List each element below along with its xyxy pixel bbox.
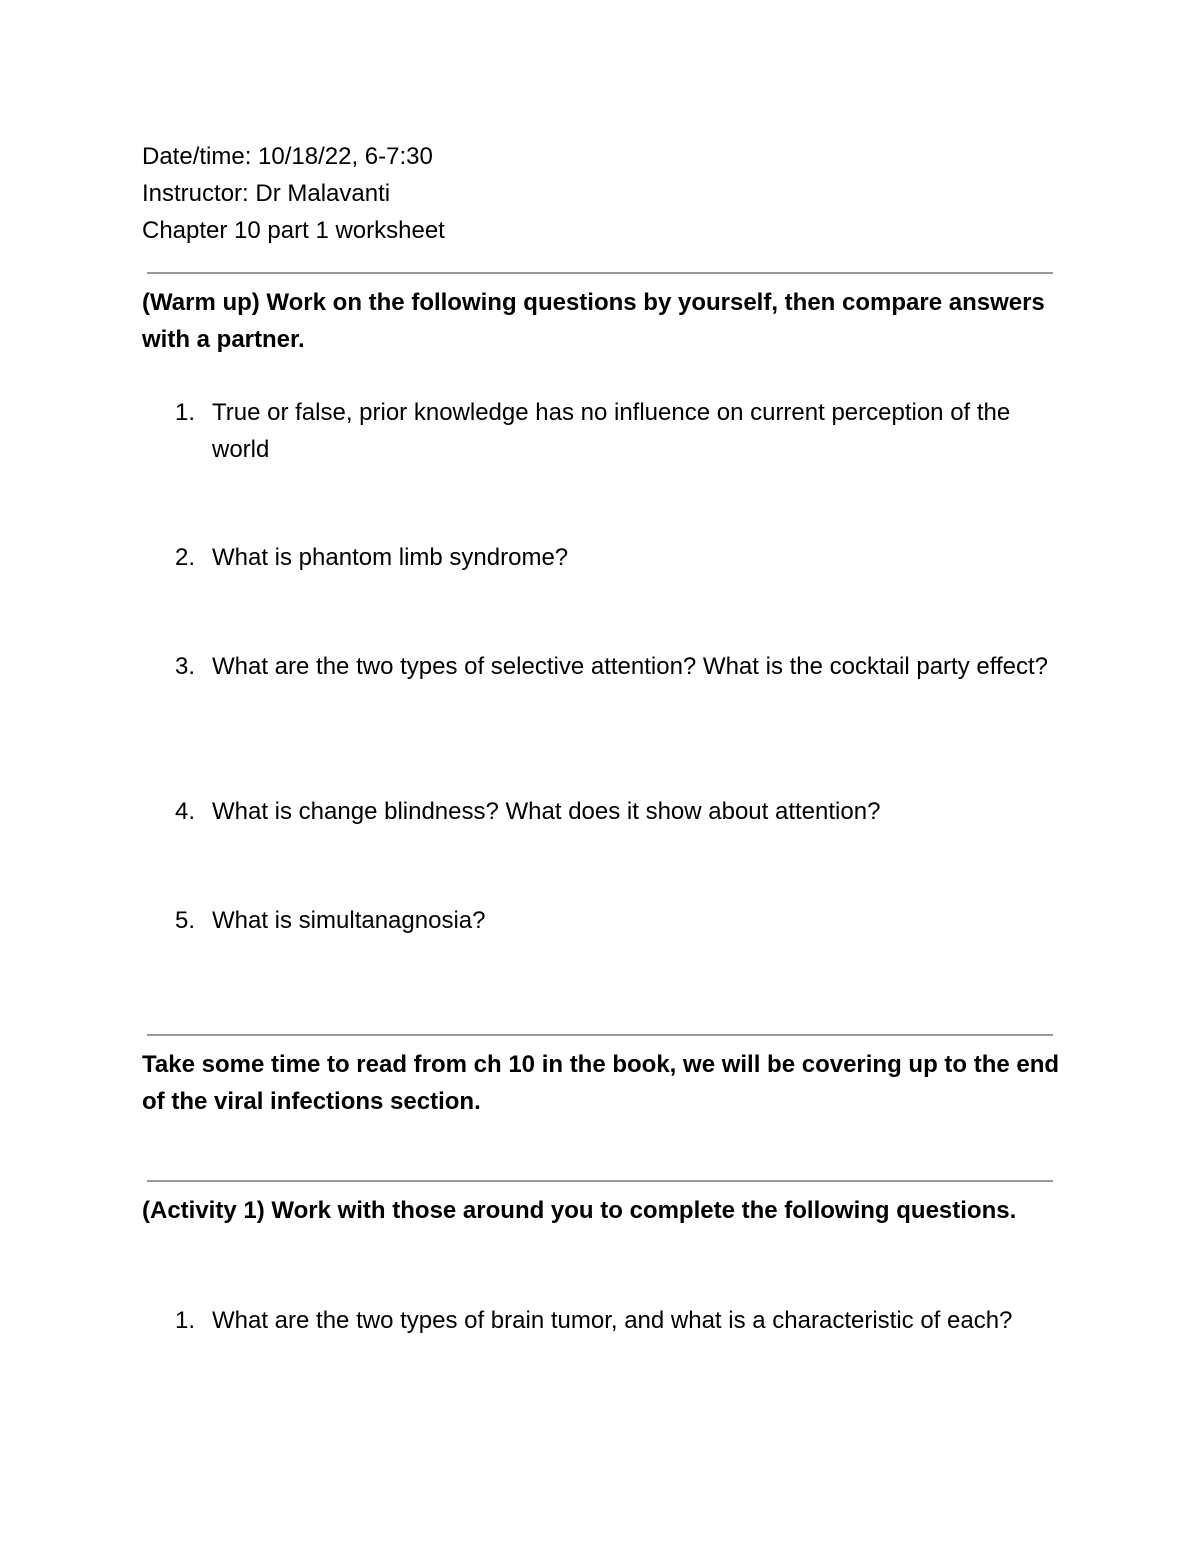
section-divider xyxy=(147,1034,1053,1036)
question-text: What is phantom limb syndrome? xyxy=(212,544,569,571)
activity-1-heading: (Activity 1) Work with those around you to complete the following questions. xyxy=(142,1197,1017,1224)
question-text: True or false, prior knowledge has no influence on current perception of the world xyxy=(212,399,1011,463)
warm-up-heading: (Warm up) Work on the following questions by yourself, then compare answers with a partner. xyxy=(142,289,1045,353)
section-divider xyxy=(147,1180,1053,1182)
question-number: 4. xyxy=(175,798,196,825)
warm-up-question xyxy=(175,539,1065,576)
question-text: What is simultanagnosia? xyxy=(212,907,486,934)
section-divider xyxy=(147,272,1053,274)
question-number: 5. xyxy=(175,907,196,934)
question-number: 1. xyxy=(175,399,196,426)
question-number: 3. xyxy=(175,653,196,680)
question-number: 2. xyxy=(175,544,196,571)
warm-up-question xyxy=(175,793,1065,830)
question-number: 1. xyxy=(175,1307,196,1334)
question-text: What are the two types of brain tumor, and what is a characteristic of each? xyxy=(212,1307,1013,1334)
activity-1-question xyxy=(175,1302,1065,1339)
instructor-line: Instructor: Dr Malavanti xyxy=(142,180,391,207)
worksheet-title: Chapter 10 part 1 worksheet xyxy=(142,217,445,244)
reading-heading: Take some time to read from ch 10 in the book, we will be covering up to the end of the viral infections section. xyxy=(142,1051,1060,1115)
date-time-line: Date/time: 10/18/22, 6-7:30 xyxy=(142,143,433,170)
warm-up-question xyxy=(175,394,1065,468)
question-text: What is change blindness? What does it show about attention? xyxy=(212,798,881,825)
warm-up-question xyxy=(175,902,1065,939)
question-text: What are the two types of selective attention? What is the cocktail party effect? xyxy=(212,653,1048,680)
warm-up-question xyxy=(175,648,1065,685)
